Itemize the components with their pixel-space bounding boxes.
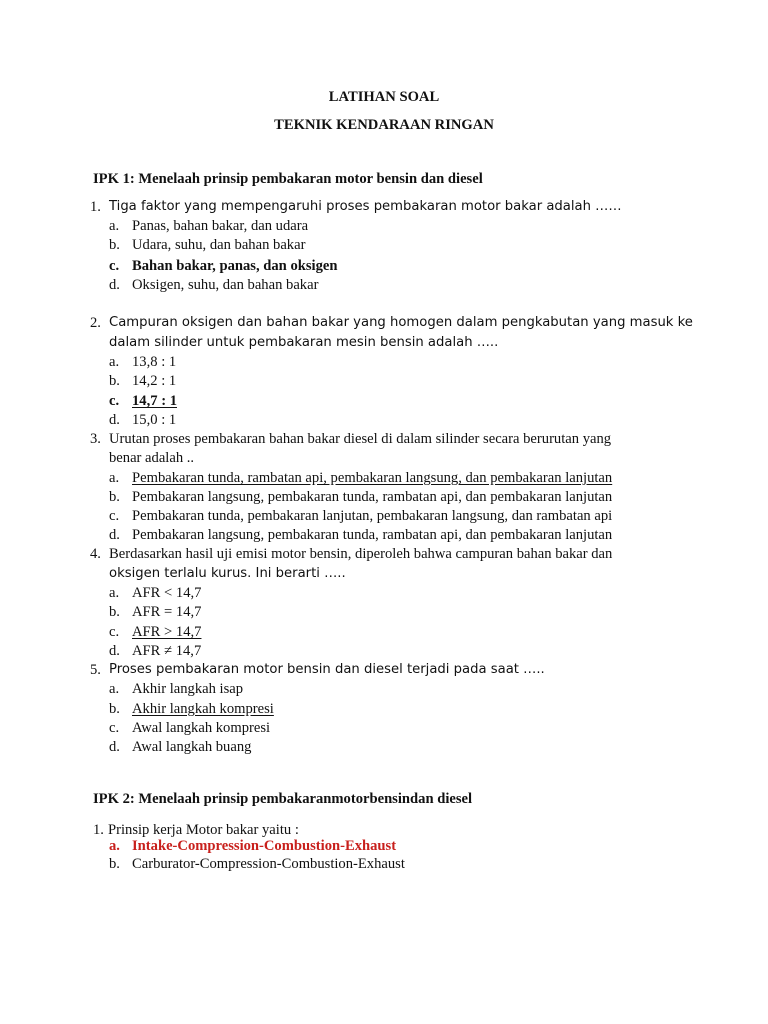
q5-option-c-letter: c. [109, 720, 120, 736]
q3-option-d-letter: d. [109, 527, 120, 543]
q5-option-a: Akhir langkah isap [132, 681, 244, 697]
q2-option-b-letter: b. [109, 373, 120, 389]
q4-option-b: AFR = 14,7 [132, 604, 202, 620]
q3-option-a-letter: a. [109, 470, 120, 486]
q5-option-c: Awal langkah kompresi [132, 720, 271, 736]
q5-option-b-letter: b. [109, 701, 120, 717]
q3-option-c-letter: c. [109, 508, 120, 524]
q4-text-line-1: Berdasarkan hasil uji emisi motor bensin, diperoleh bahwa campuran bahan bakar dan [109, 546, 613, 562]
q4-option-a: AFR < 14,7 [132, 585, 202, 601]
q2-option-c-letter: c. [109, 393, 120, 409]
q5-text: Proses pembakaran motor bensin dan diesel terjadi pada saat ….. [109, 662, 545, 677]
q5-number: 5. [90, 662, 101, 678]
q4-text-line-2: oksigen terlalu kurus. Ini berarti ….. [109, 566, 346, 581]
q4-option-d: AFR ≠ 14,7 [132, 643, 202, 659]
title-line-1: LATIHAN SOAL [328, 89, 440, 105]
q3-option-b-letter: b. [109, 489, 120, 505]
q3-option-a-answer: Pembakaran tunda, rambatan api, pembakaran langsung, dan pembakaran lanjutan [132, 470, 613, 486]
q3-text-line-2: benar adalah .. [109, 450, 195, 466]
q3-text-line-1: Urutan proses pembakaran bahan bakar diesel di dalam silinder secara berurutan yang [109, 431, 612, 447]
q2-text-line-2: dalam silinder untuk pembakaran mesin bensin adalah ….. [109, 335, 499, 350]
q3-option-c: Pembakaran tunda, pembakaran lanjutan, pembakaran langsung, dan rambatan api [132, 508, 613, 524]
ipk1-heading: IPK 1: Menelaah prinsip pembakaran motor bensin dan diesel [93, 171, 483, 187]
q1-text: Tiga faktor yang mempengaruhi proses pembakaran motor bakar adalah …… [109, 199, 622, 214]
q3-option-b: Pembakaran langsung, pembakaran tunda, rambatan api, dan pembakaran lanjutan [132, 489, 613, 505]
ipk2-q1-option-a-letter: a. [109, 838, 120, 854]
ipk2-q1-option-a-answer: Intake-Compression-Combustion-Exhaust [132, 838, 397, 854]
q2-option-b: 14,2 : 1 [132, 373, 177, 389]
q4-option-a-letter: a. [109, 585, 120, 601]
q4-option-c-answer: AFR > 14,7 [132, 624, 202, 640]
q2-option-d-letter: d. [109, 412, 120, 428]
q1-option-d: Oksigen, suhu, dan bahan bakar [132, 277, 319, 293]
q2-option-d: 15,0 : 1 [132, 412, 177, 428]
q4-option-c-letter: c. [109, 624, 120, 640]
ipk2-heading: IPK 2: Menelaah prinsip pembakaranmotorbensindan diesel [93, 791, 473, 807]
q1-option-b: Udara, suhu, dan bahan bakar [132, 237, 306, 253]
q4-number: 4. [90, 546, 101, 562]
q1-option-a-letter: a. [109, 218, 120, 234]
ipk2-q1-option-b: Carburator-Compression-Combustion-Exhaust [132, 856, 405, 872]
q1-option-c-letter: c. [109, 258, 120, 274]
q2-text-line-1: Campuran oksigen dan bahan bakar yang homogen dalam pengkabutan yang masuk ke [109, 315, 693, 330]
q5-option-b-answer: Akhir langkah kompresi [132, 701, 274, 717]
q5-option-a-letter: a. [109, 681, 120, 697]
q1-option-b-letter: b. [109, 237, 120, 253]
q5-option-d-letter: d. [109, 739, 120, 755]
title-line-2: TEKNIK KENDARAAN RINGAN [274, 117, 494, 133]
q5-option-d: Awal langkah buang [132, 739, 252, 755]
q3-option-d: Pembakaran langsung, pembakaran tunda, rambatan api, dan pembakaran lanjutan [132, 527, 613, 543]
q1-option-d-letter: d. [109, 277, 120, 293]
q4-option-b-letter: b. [109, 604, 120, 620]
ipk2-q1-text: Prinsip kerja Motor bakar yaitu : [108, 822, 299, 838]
q1-number: 1. [90, 199, 101, 215]
q2-option-a: 13,8 : 1 [132, 354, 177, 370]
q1-option-a: Panas, bahan bakar, dan udara [132, 218, 309, 234]
q2-number: 2. [90, 315, 101, 331]
q4-option-d-letter: d. [109, 643, 120, 659]
ipk2-q1-number: 1. [93, 822, 104, 838]
ipk2-q1-option-b-letter: b. [109, 856, 120, 872]
q1-option-c-answer: Bahan bakar, panas, dan oksigen [132, 258, 338, 274]
q2-option-c-answer: 14,7 : 1 [132, 393, 177, 409]
q2-option-a-letter: a. [109, 354, 120, 370]
q3-number: 3. [90, 431, 101, 447]
